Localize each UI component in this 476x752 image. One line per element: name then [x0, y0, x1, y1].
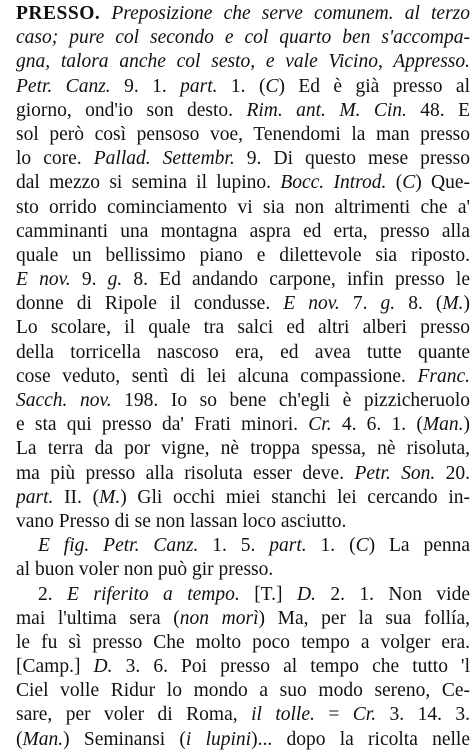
entry-line	[16, 99, 470, 123]
italic-text: Franc.	[417, 365, 470, 387]
italic-text: g.	[107, 269, 123, 291]
text-run: della torricella nascoso era, ed avea tutte quante	[16, 341, 470, 363]
italic-text: M.	[99, 486, 121, 508]
italic-text: gna, talora anche col sesto, e vale Vicino, Appresso.	[16, 51, 470, 73]
text-run: ) Seminansi (	[63, 728, 186, 750]
italic-text: D.	[93, 656, 113, 678]
italic-text: Sacch. nov.	[16, 390, 112, 411]
text-run: 2.	[38, 583, 68, 605]
text-run: 20.	[435, 462, 470, 484]
text-run: Ciel volle Ridur lo mondo a suo modo sereno, Ce-	[16, 680, 470, 702]
italic-text: Man.	[22, 728, 64, 750]
text-run: mai l'ultima sera (	[16, 607, 180, 629]
entry-line	[16, 679, 470, 703]
text-run: giorno, ond'io son desto.	[16, 99, 247, 121]
text-run: 8. (	[395, 293, 443, 315]
italic-text: Bocc. Introd.	[280, 172, 387, 194]
text-run: 8. Ed andando carpone, infin presso le	[122, 269, 470, 291]
italic-text: D.	[296, 583, 316, 605]
text-run: II. (	[53, 486, 100, 508]
entry-line	[16, 26, 470, 50]
text-run: sare, per voler di Roma,	[16, 704, 252, 726]
entry-line	[16, 607, 470, 631]
text-run: 7.	[339, 293, 381, 315]
text-run: cose veduto, sentì di lei alcuna compassione.	[16, 365, 418, 387]
italic-text: non morì	[179, 607, 259, 629]
entry-line	[16, 655, 470, 679]
italic-text: part.	[269, 535, 307, 557]
italic-text: Cr.	[352, 704, 377, 726]
entry-line	[16, 510, 470, 534]
italic-text: g.	[380, 293, 396, 315]
text-run: ) La penna	[368, 535, 470, 557]
text-run: )	[463, 414, 470, 436]
text-run: ) Ma, per la sua follía,	[258, 607, 470, 629]
italic-text: E nov.	[283, 293, 340, 315]
entry-line	[16, 171, 470, 195]
text-run: [T.]	[239, 583, 297, 605]
text-run: al buon voler non può gir presso.	[16, 559, 274, 581]
italic-text: E fig. Petr. Canz.	[38, 535, 199, 557]
text-run: le fu sì presso Che molto poco tempo a volger era.	[16, 631, 470, 653]
text-run: ) Que-	[415, 172, 470, 194]
italic-text: Rim. ant. M. Cin.	[246, 99, 407, 121]
entry-line	[16, 583, 470, 607]
text-run: (	[386, 172, 403, 194]
entry-line	[16, 486, 470, 510]
text-run: 48. E	[406, 99, 470, 121]
entry-line	[16, 413, 470, 437]
text-run: 1. 5.	[198, 535, 270, 557]
italic-text: Cr.	[308, 414, 332, 436]
text-run: 9. Di questo mese presso	[234, 148, 470, 170]
entry-line	[16, 2, 470, 26]
text-run: (	[16, 728, 23, 750]
entry-line	[16, 558, 470, 582]
entry-line	[16, 703, 470, 727]
text-run: 3. 6. Poi presso al tempo che tutto 'l	[112, 656, 470, 678]
text-run: ma più presso alla risoluta esser deve.	[16, 462, 355, 484]
entry-line	[16, 75, 470, 99]
italic-text: Preposizione che serve comunem. al terzo	[100, 3, 470, 24]
dictionary-entry-presso	[16, 2, 470, 752]
text-run: ) Gli occhi miei stanchi lei cercando in-	[120, 486, 470, 508]
text-run: [Camp.]	[16, 656, 94, 678]
italic-text: E riferito a tempo.	[67, 583, 240, 605]
entry-line	[16, 365, 470, 389]
text-run: ) Ed è già presso al	[278, 75, 470, 97]
entry-line	[16, 196, 470, 220]
italic-text: part.	[16, 486, 54, 508]
entry-line	[16, 341, 470, 365]
entry-line	[16, 631, 470, 655]
text-run: dal mezzo si semina il lupino.	[16, 172, 281, 194]
entry-line	[16, 244, 470, 268]
text-run: La terra da por vigne, nè troppa spessa, nè risoluta,	[16, 438, 470, 460]
text-run: donne di Ripole il condusse.	[16, 293, 284, 315]
text-run: lo core.	[16, 148, 94, 170]
italic-text: il tolle.	[251, 704, 315, 726]
entry-line	[16, 389, 470, 413]
italic-text: M.	[442, 293, 464, 315]
text-run: camminanti una montagna aspra ed erta, presso alla	[16, 220, 470, 242]
text-run: 1. (	[217, 75, 266, 97]
text-run: 9.	[70, 269, 108, 291]
entry-line	[16, 50, 470, 74]
text-run: e sta qui presso da' Frati minori.	[16, 414, 309, 436]
italic-text: Petr. Canz.	[16, 75, 111, 97]
text-run: vano Presso di se non lassan loco asciutto.	[16, 510, 347, 532]
italic-text: caso; pure col secondo e col quarto ben s'accompa-	[16, 27, 470, 49]
italic-text: E nov.	[16, 269, 71, 291]
text-run: 4. 6. 1. (	[331, 414, 423, 436]
italic-text: C	[355, 535, 369, 557]
entry-line	[16, 728, 470, 752]
entry-line	[16, 220, 470, 244]
text-run: sto orrido cominciamento vi sia non altrimenti che a'	[16, 196, 470, 218]
entry-line	[16, 292, 470, 316]
text-run: Lo scolare, il quale tra salci ed altri alberi presso	[16, 317, 470, 339]
italic-text: Pallad. Settembr.	[93, 148, 235, 170]
text-run: 198. Io so bene ch'egli è pizzicheruolo	[111, 390, 470, 411]
text-run: quale un bellissimo piano e dilettevole sia riposto.	[16, 244, 470, 266]
italic-text: Man.	[422, 414, 464, 436]
entry-line	[16, 437, 470, 461]
entry-line	[16, 316, 470, 340]
entry-line	[16, 534, 470, 558]
text-run: sol però così pensoso voe, Tenendomi la man presso	[16, 123, 470, 145]
text-run: )	[463, 293, 470, 315]
entry-line	[16, 123, 470, 147]
text-run: 9. 1.	[110, 75, 181, 97]
text-run: )... dopo la ricolta nelle	[251, 728, 470, 750]
headword: PRESSO.	[16, 3, 101, 24]
entry-line	[16, 462, 470, 486]
entry-line	[16, 147, 470, 171]
entry-line	[16, 268, 470, 292]
italic-text: i lupini	[185, 728, 252, 750]
italic-text: part.	[180, 75, 218, 97]
text-run: 3. 14. 3.	[376, 704, 470, 726]
italic-text: Petr. Son.	[354, 462, 436, 484]
text-run: =	[314, 704, 353, 726]
text-run: 1. (	[306, 535, 356, 557]
italic-text: C	[402, 172, 416, 194]
italic-text: C	[265, 75, 279, 97]
text-run: 2. 1. Non vide	[315, 583, 470, 605]
